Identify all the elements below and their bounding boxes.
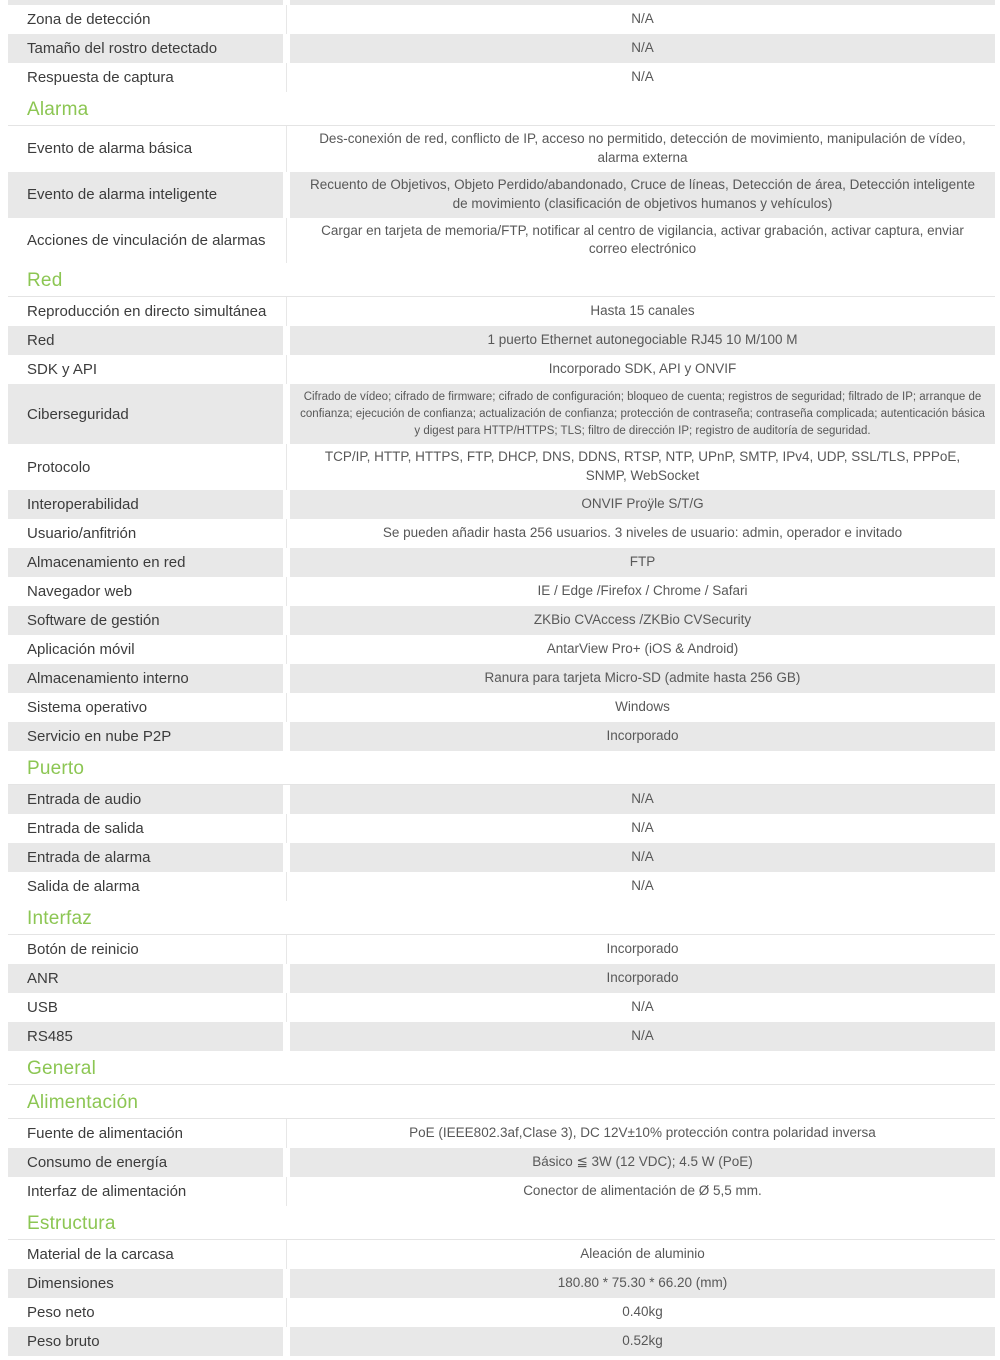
- spec-row: [8, 172, 995, 218]
- spec-row: [8, 964, 995, 993]
- column-divider: [283, 635, 290, 664]
- column-divider: [283, 722, 290, 751]
- spec-label: Peso neto: [27, 1303, 95, 1321]
- spec-row: [8, 993, 995, 1022]
- spec-section: [8, 1210, 995, 1356]
- spec-label: Usuario/anfitrión: [27, 524, 137, 542]
- spec-row: [8, 635, 995, 664]
- spec-label: Respuesta de captura: [27, 68, 174, 86]
- column-divider: [283, 1269, 290, 1298]
- spec-row: [8, 693, 995, 722]
- column-divider: [283, 664, 290, 693]
- spec-row: [8, 548, 995, 577]
- spec-value: AntarView Pro+ (iOS & Android): [546, 641, 739, 657]
- spec-label: Servicio en nube P2P: [8, 722, 283, 751]
- spec-row: [8, 664, 995, 693]
- section-title: Alarma: [8, 96, 995, 126]
- spec-value: Se pueden añadir hasta 256 usuarios. 3 niveles de usuario: admin, operador e invitado: [382, 525, 903, 541]
- spec-value: 0.40kg: [622, 1304, 663, 1320]
- spec-value: N/A: [290, 34, 995, 63]
- column-divider: [283, 63, 290, 92]
- column-divider: [283, 606, 290, 635]
- column-divider: [283, 126, 290, 172]
- spec-value: N/A: [631, 820, 654, 836]
- spec-row: [8, 490, 995, 519]
- spec-row: [8, 1327, 995, 1356]
- spec-row: [8, 5, 995, 34]
- spec-value: Conector de alimentación de Ø 5,5 mm.: [523, 1183, 762, 1199]
- spec-value: Hasta 15 canales: [590, 303, 695, 319]
- spec-value: N/A: [290, 1022, 995, 1051]
- spec-label: Software de gestión: [8, 606, 283, 635]
- spec-row: [8, 935, 995, 964]
- spec-value: 1 puerto Ethernet autonegociable RJ45 10 M/100 M: [290, 326, 995, 355]
- spec-value: N/A: [631, 999, 654, 1015]
- spec-label: Evento de alarma básica: [27, 140, 193, 158]
- column-divider: [283, 218, 290, 264]
- column-divider: [283, 548, 290, 577]
- spec-value: N/A: [290, 843, 995, 872]
- spec-section: [8, 96, 995, 263]
- spec-row: [8, 1022, 995, 1051]
- column-divider: [283, 814, 290, 843]
- spec-section: [8, 1055, 995, 1085]
- spec-label: Dimensiones: [8, 1269, 283, 1298]
- column-divider: [283, 326, 290, 355]
- column-divider: [283, 384, 290, 444]
- column-divider: [283, 5, 290, 34]
- spec-row: [8, 1298, 995, 1327]
- spec-row: [8, 606, 995, 635]
- column-divider: [283, 785, 290, 814]
- spec-value: 0.52kg: [290, 1327, 995, 1356]
- spec-label: Consumo de energía: [8, 1148, 283, 1177]
- column-divider: [283, 964, 290, 993]
- spec-value: Windows: [615, 699, 670, 715]
- spec-value: N/A: [631, 11, 654, 27]
- section-title: Estructura: [8, 1210, 995, 1240]
- spec-label: ANR: [8, 964, 283, 993]
- spec-row: [8, 34, 995, 63]
- spec-value: Des-conexión de red, conflicto de IP, acceso no permitido, detección de movimiento, manipulación de vídeo, alarma externa: [319, 131, 966, 165]
- spec-value: Incorporado: [606, 941, 679, 957]
- section-title: Alimentación: [8, 1089, 995, 1119]
- spec-value: Aleación de aluminio: [580, 1246, 705, 1262]
- spec-section: [8, 267, 995, 751]
- spec-label: Almacenamiento en red: [8, 548, 283, 577]
- spec-label: Material de la carcasa: [27, 1245, 174, 1263]
- column-divider: [283, 843, 290, 872]
- spec-row: [8, 872, 995, 901]
- spec-label: Navegador web: [27, 582, 133, 600]
- spec-row: [8, 843, 995, 872]
- spec-label: Salida de alarma: [27, 877, 140, 895]
- spec-value: Incorporado: [290, 964, 995, 993]
- spec-row: [8, 218, 995, 264]
- spec-label: Acciones de vinculación de alarmas: [27, 231, 266, 249]
- column-divider: [283, 935, 290, 964]
- spec-label: Ciberseguridad: [8, 384, 283, 444]
- column-divider: [283, 872, 290, 901]
- spec-value: Cifrado de vídeo; cifrado de firmware; cifrado de configuración; bloqueo de cuenta; registros de seguridad; filtrado de IP; arranque de confianza; ejecución de confianza; actualización de confianza; protección de contraseña; contraseña complicada; autenticación básica y digest para HTTP/HTTPS; TLS; filtro de dirección IP; registro de auditoría de seguridad.: [290, 384, 995, 444]
- spec-value: Recuento de Objetivos, Objeto Perdido/abandonado, Cruce de líneas, Detección de área, Detección inteligente de movimiento (clasificación de objetivos humanos y vehículos): [290, 172, 995, 218]
- spec-value: TCP/IP, HTTP, HTTPS, FTP, DHCP, DNS, DDNS, RTSP, NTP, UPnP, SMTP, IPv4, UDP, SSL/TLS, PPPoE, SNMP, WebSocket: [324, 449, 961, 484]
- column-divider: [283, 355, 290, 384]
- column-divider: [283, 519, 290, 548]
- section-rows: [8, 297, 995, 751]
- spec-value: FTP: [290, 548, 995, 577]
- spec-label: RS485: [8, 1022, 283, 1051]
- spec-label: Interfaz de alimentación: [27, 1182, 187, 1200]
- column-divider: [283, 297, 290, 326]
- section-title: Interfaz: [8, 905, 995, 935]
- spec-row: [8, 63, 995, 92]
- spec-section: [8, 1089, 995, 1206]
- spec-label: Reproducción en directo simultánea: [27, 303, 267, 321]
- column-divider: [283, 1148, 290, 1177]
- spec-row: [8, 355, 995, 384]
- spec-label: Sistema operativo: [27, 698, 148, 716]
- spec-value: N/A: [631, 878, 654, 894]
- spec-value: ONVIF Proÿle S/T/G: [290, 490, 995, 519]
- spec-row: [8, 814, 995, 843]
- spec-label: Entrada de salida: [27, 819, 144, 837]
- section-rows: [8, 126, 995, 263]
- spec-value: 180.80 * 75.30 * 66.20 (mm): [290, 1269, 995, 1298]
- spec-label: Aplicación móvil: [27, 640, 135, 658]
- spec-value: Cargar en tarjeta de memoria/FTP, notificar al centro de vigilancia, activar grabación, activar captura, enviar correo electrónico: [321, 222, 964, 257]
- spec-row: [8, 785, 995, 814]
- spec-row: [8, 1240, 995, 1269]
- column-divider: [283, 444, 290, 490]
- column-divider: [283, 1022, 290, 1051]
- spec-section: [8, 5, 995, 92]
- spec-section: [8, 905, 995, 1051]
- spec-label: SDK y API: [27, 361, 98, 379]
- spec-value: Básico ≦ 3W (12 VDC); 4.5 W (PoE): [290, 1148, 995, 1177]
- section-title: Red: [8, 267, 995, 297]
- column-divider: [283, 577, 290, 606]
- spec-label: Fuente de alimentación: [27, 1124, 183, 1142]
- spec-value: Ranura para tarjeta Micro-SD (admite hasta 256 GB): [290, 664, 995, 693]
- column-divider: [283, 34, 290, 63]
- spec-value: Incorporado: [290, 722, 995, 751]
- spec-label: Interoperabilidad: [8, 490, 283, 519]
- spec-row: [8, 1177, 995, 1206]
- spec-row: [8, 519, 995, 548]
- column-divider: [283, 1177, 290, 1206]
- spec-row: [8, 326, 995, 355]
- spec-row: [8, 722, 995, 751]
- spec-label: Entrada de alarma: [8, 843, 283, 872]
- section-rows: [8, 785, 995, 901]
- spec-label: Peso bruto: [8, 1327, 283, 1356]
- spec-value: N/A: [631, 69, 654, 85]
- column-divider: [283, 693, 290, 722]
- column-divider: [283, 1298, 290, 1327]
- spec-row: [8, 444, 995, 490]
- spec-value: IE / Edge /Firefox / Chrome / Safari: [537, 583, 748, 599]
- spec-row: [8, 384, 995, 444]
- section-title: Puerto: [8, 755, 995, 785]
- spec-row: [8, 1119, 995, 1148]
- column-divider: [283, 172, 290, 218]
- spec-label: Red: [8, 326, 283, 355]
- spec-row: [8, 297, 995, 326]
- spec-section: [8, 755, 995, 901]
- section-rows: [8, 1240, 995, 1356]
- section-rows: [8, 935, 995, 1051]
- section-title: General: [8, 1055, 995, 1085]
- column-divider: [283, 1327, 290, 1356]
- spec-row: [8, 126, 995, 172]
- spec-row: [8, 1269, 995, 1298]
- spec-row: [8, 1148, 995, 1177]
- spec-label: Evento de alarma inteligente: [8, 172, 283, 218]
- section-rows: [8, 1119, 995, 1206]
- spec-value: Incorporado SDK, API y ONVIF: [548, 361, 737, 377]
- spec-value: PoE (IEEE802.3af,Clase 3), DC 12V±10% protección contra polaridad inversa: [409, 1125, 876, 1141]
- section-rows: [8, 5, 995, 92]
- spec-label: Entrada de audio: [8, 785, 283, 814]
- spec-label: Botón de reinicio: [27, 940, 139, 958]
- spec-row: [8, 577, 995, 606]
- column-divider: [283, 1119, 290, 1148]
- spec-value: ZKBio CVAccess /ZKBio CVSecurity: [290, 606, 995, 635]
- spec-label: Protocolo: [27, 458, 91, 476]
- column-divider: [283, 993, 290, 1022]
- spec-label: Zona de detección: [27, 10, 151, 28]
- spec-label: Almacenamiento interno: [8, 664, 283, 693]
- column-divider: [283, 490, 290, 519]
- spec-value: N/A: [290, 785, 995, 814]
- spec-label: Tamaño del rostro detectado: [8, 34, 283, 63]
- spec-label: USB: [27, 998, 58, 1016]
- column-divider: [283, 1240, 290, 1269]
